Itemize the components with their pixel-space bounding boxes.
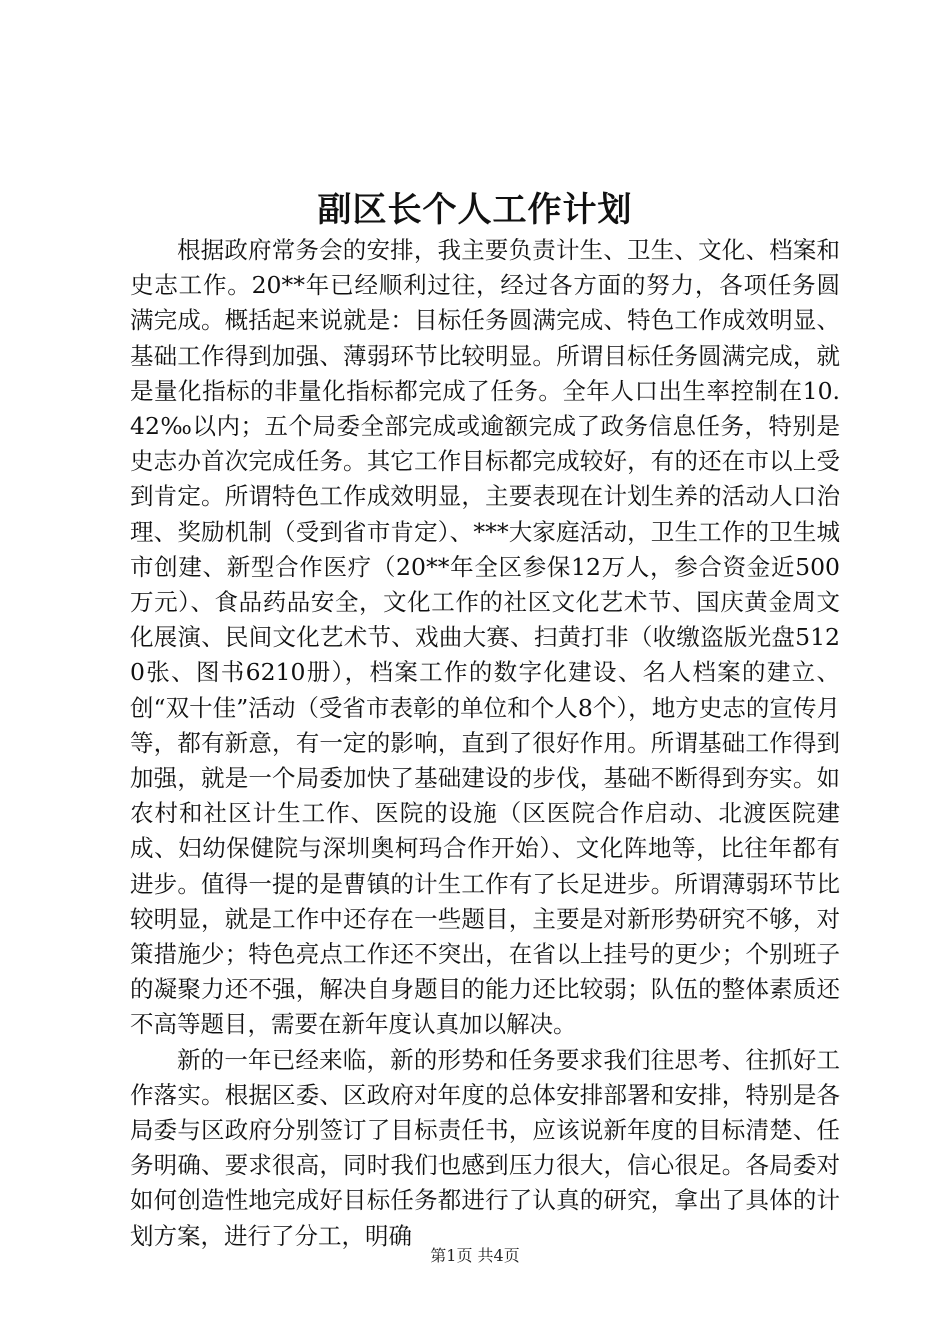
paragraph-2: 新的一年已经来临，新的形势和任务要求我们往思考、往抓好工作落实。根据区委、区政府对年度的总体安排部署和安排，特别是各局委与区政府分别签订了目标责任书，应该说新年度的目标清楚、任务明确、要求很高，同时我们也感到压力很大，信心很足。各局委对如何创造性地完成好目标任务都进行了认真的研究，拿出了具体的计划方案，进行了分工，明确	[130, 1045, 840, 1250]
paragraph-1: 根据政府常务会的安排，我主要负责计生、卫生、文化、档案和史志工作。20**年已经顺利过往，经过各方面的努力，各项任务圆满完成。概括起来说就是：目标任务圆满完成、特色工作成效明显、基础工作得到加强、薄弱环节比较明显。所谓目标任务圆满完成，就是量化指标的非量化指标都完成了任务。全年人口出生率控制在10.42‰以内；五个局委全部完成或逾额完成了政务信息任务，特别是史志办首次完成任务。其它工作目标都完成较好，有的还在市以上受到肯定。所谓特色工作成效明显，主要表现在计划生养的活动人口治理、奖励机制（受到省市肯定）、***大家庭活动，卫生工作的卫生城市创建、新型合作医疗（20**年全区参保12万人，参合资金近500万元）、食品药品安全，文化工作的社区文化艺术节、国庆黄金周文化展演、民间文化艺术节、戏曲大赛、扫黄打非（收缴盗版光盘5120张、图书6210册），档案工作的数字化建设、名人档案的建立、创“双十佳”活动（受省市表彰的单位和个人8个），地方史志的宣传月等，都有新意，有一定的影响，直到了很好作用。所谓基础工作得到加强，就是一个局委加快了基础建设的步伐，基础不断得到夯实。如农村和社区计生工作、医院的设施（区医院合作启动、北渡医院建成、妇幼保健院与深圳奥柯玛合作开始）、文化阵地等，比往年都有进步。值得一提的是曹镇的计生工作有了长足进步。所谓薄弱环节比较明显，就是工作中还存在一些题目，主要是对新形势研究不够，对策措施少；特色亮点工作还不突出，在省以上挂号的更少；个别班子的凝聚力还不强，解决自身题目的能力还比较弱；队伍的整体素质还不高等题目，需要在新年度认真加以解决。	[130, 236, 840, 1039]
document-title: 副区长个人工作计划	[317, 190, 633, 230]
page-number-footer: 第1页 共4页	[430, 1246, 520, 1265]
document-body	[130, 233, 840, 1254]
